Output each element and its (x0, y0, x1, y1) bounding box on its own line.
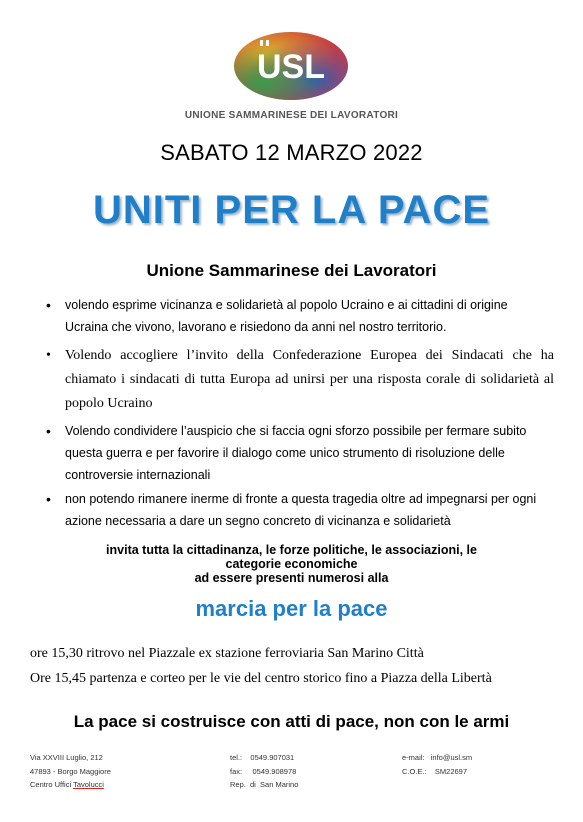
invite-line: ad essere presenti numerosi alla (194, 571, 389, 585)
logo-text: USL (257, 48, 325, 86)
footer-phone (230, 751, 298, 792)
headline: UNITI PER LA PACE (92, 188, 491, 232)
footer-line: Rep. di San Marino (230, 780, 299, 789)
march-title: marcia per la pace (195, 596, 388, 621)
bullet-item: • non potendo rimanere inerme di fronte a questa tragedia oltre ad impegnarsi per ogni azione necessaria a dare un segno concreto di vicinanza e solidarietà (46, 488, 554, 532)
invitation (0, 543, 583, 585)
schedule (30, 641, 560, 691)
org-name: UNIONE SAMMARINESE DEI LAVORATORI (184, 110, 399, 121)
footer-line: Via XXVIII Luglio, 212 (30, 753, 103, 762)
footer-line: 47893 - Borgo Maggiore (30, 766, 111, 776)
bullet-item: • volendo esprime vicinanza e solidarietà al popolo Ucraino e ai cittadini di origine Ucraina che vivono, lavorano e risiedono da anni nel nostro territorio. (46, 294, 554, 338)
footer-line: tel.: 0549.907031 (230, 753, 295, 762)
usl-logo (232, 30, 350, 102)
schedule-line: ore 15,30 ritrovo nel Piazzale ex stazione ferroviaria San Marino Città (30, 646, 424, 661)
footer-line: e-mail: info@usl.sm (402, 753, 473, 762)
subhead: Unione Sammarinese dei Lavoratori (146, 261, 437, 280)
footer-address (30, 751, 111, 792)
invite-line: categorie economiche (225, 557, 358, 571)
bullet-item: • Volendo accogliere l’invito della Confederazione Europea dei Sindacati che ha chiamato i sindacati di tutta Europa ad unirsi per una risposta corale di solidarietà al popolo Ucraino (46, 344, 554, 416)
footer-text: Centro Uffici (30, 780, 74, 789)
invite-line: invita tutta la cittadinanza, le forze politiche, le associazioni, le (106, 543, 477, 557)
footer-line (30, 778, 111, 792)
schedule-line: Ore 15,45 partenza e corteo per le vie del centro storico fino a Piazza della Libertà (30, 671, 492, 686)
footer-contact (402, 751, 472, 778)
footer-text: Tavolucci (73, 780, 104, 789)
footer-line: fax: 0549.908978 (230, 766, 297, 776)
event-date: SABATO 12 MARZO 2022 (160, 140, 423, 165)
bullet-item: • Volendo condividere l’auspicio che si faccia ogni sforzo possibile per fermare subito questa guerra e per favorire il dialogo come unico strumento di risoluzione delle controversie internazionali (46, 420, 554, 486)
motto: La pace si costruisce con atti di pace, non con le armi (73, 712, 510, 731)
footer-line: C.O.E.: SM22697 (402, 766, 468, 776)
bullet-list (46, 294, 554, 532)
